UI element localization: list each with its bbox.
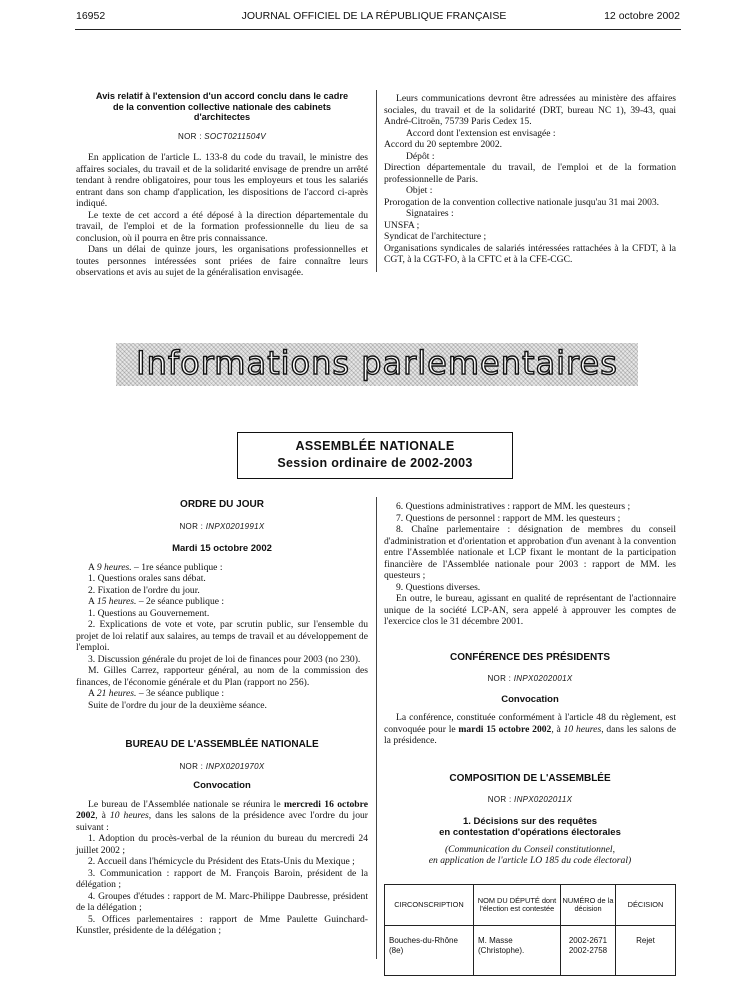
nor-code: INPX0201991X <box>205 521 265 531</box>
journal-title: JOURNAL OFFICIEL DE LA RÉPUBLIQUE FRANÇAISE <box>241 10 507 22</box>
avis-title-line: Avis relatif à l'extension d'un accord conclu dans le cadre <box>95 91 349 101</box>
bureau-item: 6. Questions administratives : rapport de MM. les questeurs ; <box>396 501 631 512</box>
sitting-2-heading: A 15 heures. – 2e séance publique : <box>88 596 225 607</box>
bureau-subtitle: Convocation <box>193 780 251 791</box>
nor-code: SOCT0211504V <box>204 131 266 141</box>
agenda-item: 2. Fixation de l'ordre du jour. <box>88 584 200 596</box>
avis-right-line: Prorogation de la convention collective nationale jusqu'au 31 mai 2003. <box>384 196 660 208</box>
bureau-item: 5. Offices parlementaires : rapport de Mme Paulette Guinchard-Kunstler, présidente de la délégation ; <box>76 913 368 936</box>
avis-right-line: Accord du 20 septembre 2002. <box>384 139 503 150</box>
assembly-box <box>237 432 513 479</box>
agenda-item: 2. Explications de vote et vote, par scrutin public, sur l'ensemble du projet de loi relatif aux salaires, au temps de travail et au développement de l'emploi. <box>76 619 368 653</box>
composition-subtitle-line: 1. Décisions sur des requêtes <box>462 815 598 827</box>
right-column <box>384 501 676 867</box>
composition-subtitle-line: en contestation d'opérations électorales <box>439 826 621 838</box>
bureau-item: En outre, le bureau, agissant en qualité de représentant de l'actionnaire unique de la société LCP-AN, sera appelé à approuver les comptes de l'exercice clos le 31 décembre 2001. <box>384 593 676 627</box>
avis-right-line: Objet : <box>406 185 433 196</box>
column-header-numero: NUMÉRO de la décision <box>561 885 616 926</box>
agenda-item: 1. Questions au Gouvernement. <box>88 607 210 619</box>
avis-right-line: Dépôt : <box>406 150 435 162</box>
agenda-text: Suite de l'ordre du jour de la deuxième séance. <box>88 699 267 711</box>
sitting-3-time: 21 heures. <box>96 688 137 699</box>
conference-text-part: , à <box>551 723 564 735</box>
bureau-intro <box>76 799 368 834</box>
agenda-item: 1. Questions orales sans débat. <box>88 573 206 584</box>
avis-right-line: Accord dont l'extension est envisagée : <box>406 127 556 139</box>
banner-title: Informations parlementaires <box>136 344 618 382</box>
nor-label: NOR : <box>487 674 512 683</box>
bureau-title: BUREAU DE L'ASSEMBLÉE NATIONALE <box>125 739 319 750</box>
avis-title-line: d'architectes <box>193 112 251 122</box>
conference-subtitle: Convocation <box>501 693 559 705</box>
composition-nor <box>384 794 676 806</box>
avis-title <box>76 91 368 123</box>
avis-paragraph: En application de l'article L. 133-8 du code du travail, le ministre des affaires sociales, du travail et de la solidarité envisage de prendre un arrêté tendant à rendre obligatoires, pour tous les employeurs et tous les salariés entrant dans son champ d'application, les dispositions de l'accord ci-après indiqué. <box>76 152 368 209</box>
nor-code: INPX0202011X <box>514 795 573 804</box>
avis-right-line: Leurs communications devront être adressées au ministère des affaires sociales, du travail et de la solidarité (DRT, bureau NC 1), 39-43, quai André-Citroën, 75739 Paris Cedex 15. <box>384 93 676 127</box>
composition-title: COMPOSITION DE L'ASSEMBLÉE <box>449 772 611 784</box>
table-row <box>385 926 676 976</box>
session-name: Session ordinaire de 2002-2003 <box>277 456 473 470</box>
nor-label: NOR : <box>179 761 204 771</box>
decisions-table <box>384 884 676 976</box>
conference-date: mardi 15 octobre 2002 <box>458 723 552 735</box>
page-number: 16952 <box>76 10 106 22</box>
bureau-nor <box>76 761 368 773</box>
nor-label: NOR : <box>179 521 204 531</box>
composition-source <box>384 844 676 867</box>
nor-label: NOR : <box>487 795 512 804</box>
avis-right-line: Organisations syndicales de salariés intéressées rattachées à la CFDT, à la CGT, à la CGT-FO, à la CFTC et à la CFE-CGC. <box>384 242 676 265</box>
avis-right-column <box>384 93 676 266</box>
bureau-intro-text: , dans les salons de la présidence avec l'ordre du jour suivant : <box>76 810 368 833</box>
cell-circonscription: Bouches-du-Rhône (8e) <box>385 926 474 976</box>
conference-text <box>384 712 676 747</box>
avis-paragraph: Dans un délai de quinze jours, les organisations professionnelles et toutes personnes intéressées sont priées de faire connaître leurs observations et avis au sujet de la généralisation envisagée. <box>76 244 368 278</box>
cell-decision: Rejet <box>616 926 676 976</box>
bureau-item: 3. Communication : rapport de M. François Baroin, président de la délégation ; <box>76 867 368 890</box>
avis-paragraph: Le texte de cet accord a été déposé à la direction départementale du travail, de l'emploi et de la formation professionnelle du lieu de sa conclusion, où il pourra en être pris connaissance. <box>76 209 368 244</box>
bureau-date: mercredi 16 octobre 2002 <box>76 798 368 821</box>
agenda-item: 3. Discussion générale du projet de loi de finances pour 2003 (no 230). <box>88 653 361 665</box>
nor-label: NOR : <box>178 131 202 141</box>
avis-right-line: Syndicat de l'architecture ; <box>384 231 487 242</box>
header-rule <box>75 29 681 30</box>
conference-time: 10 heures <box>563 723 602 735</box>
assembly-name: ASSEMBLÉE NATIONALE <box>295 439 455 453</box>
left-column <box>76 493 368 937</box>
column-divider-top <box>376 90 377 272</box>
sitting-3-heading: A 21 heures. – 3e séance publique : <box>88 688 225 699</box>
avis-right-line: Signataires : <box>406 208 454 219</box>
bureau-item: 4. Groupes d'études : rapport de M. Marc-Philippe Daubresse, président de la délégation ; <box>76 890 368 913</box>
sitting-1-label: – 1re séance publique : <box>131 561 223 573</box>
cell-numero: 2002-2671 2002-2758 <box>561 926 616 976</box>
bureau-time: 10 heures <box>109 810 149 821</box>
bureau-item: 1. Adoption du procès-verbal de la réunion du bureau du mercredi 24 juillet 2002 ; <box>76 833 368 856</box>
sitting-date: Mardi 15 octobre 2002 <box>172 543 272 554</box>
conference-nor <box>384 673 676 685</box>
column-divider-bottom <box>376 497 377 959</box>
column-header-decision: DÉCISION <box>616 885 676 926</box>
nor-code: INPX0202001X <box>513 674 573 683</box>
sitting-1-time: 9 heures. <box>96 561 132 573</box>
conference-text-part: La conférence, constituée conformément à l'article 48 du règlement, est convoquée pour le <box>384 712 676 735</box>
column-header-circonscription: CIRCONSCRIPTION <box>385 885 474 926</box>
avis-title-line: de la convention collective nationale des cabinets <box>112 101 331 112</box>
conference-title: CONFÉRENCE DES PRÉSIDENTS <box>449 651 611 663</box>
cell-depute: M. Masse (Christophe). <box>474 926 561 976</box>
ordre-nor <box>76 521 368 533</box>
issue-date: 12 octobre 2002 <box>604 10 680 22</box>
nor-code: INPX0201970X <box>205 761 265 771</box>
sitting-2-time: 15 heures. <box>96 596 137 607</box>
composition-source-line: (Communication du Conseil constitutionnel, <box>444 843 615 855</box>
bureau-item: 2. Accueil dans l'hémicycle du Président des Etats-Unis du Mexique ; <box>88 856 355 867</box>
composition-source-line: en application de l'article LO 185 du code électoral) <box>428 855 632 866</box>
bureau-intro-text: , à <box>95 810 110 821</box>
sitting-3-label: – 3e séance publique : <box>136 688 225 699</box>
sitting-1-heading: A 9 heures. – 1re séance publique : <box>88 561 223 573</box>
agenda-item: M. Gilles Carrez, rapporteur général, au nom de la commission des finances, de l'économie générale et du Plan (rapport no 256). <box>76 665 368 688</box>
avis-nor <box>76 131 368 143</box>
ordre-du-jour-title: ORDRE DU JOUR <box>180 499 264 510</box>
avis-right-line: UNSFA ; <box>384 219 420 231</box>
bureau-item: 8. Chaîne parlementaire : désignation de membres du conseil d'administration et d'orientation et approbation d'un avenant à la convention entre l'Assemblée nationale et LCP fixant le montant de la participation financière de l'Assemblée nationale pour 2003 : rapport de MM. les questeurs ; <box>384 524 676 581</box>
conference-text-part: , dans les salons de la présidence. <box>384 723 677 746</box>
column-header-depute: NOM DU DÉPUTÉ dont l'élection est contestée <box>474 885 561 926</box>
bureau-item: 7. Questions de personnel : rapport de MM. les questeurs ; <box>396 512 621 524</box>
sitting-2-label: – 2e séance publique : <box>136 596 225 607</box>
avis-left-column <box>76 91 368 279</box>
table-header-row <box>385 885 676 926</box>
section-banner <box>116 343 638 386</box>
bureau-intro-text: Le bureau de l'Assemblée nationale se réunira le <box>88 798 284 810</box>
avis-right-line: Direction départementale du travail, de l'emploi et de la formation professionnelle de Paris. <box>384 162 676 185</box>
composition-subtitle <box>384 816 676 838</box>
bureau-item: 9. Questions diverses. <box>396 581 481 593</box>
